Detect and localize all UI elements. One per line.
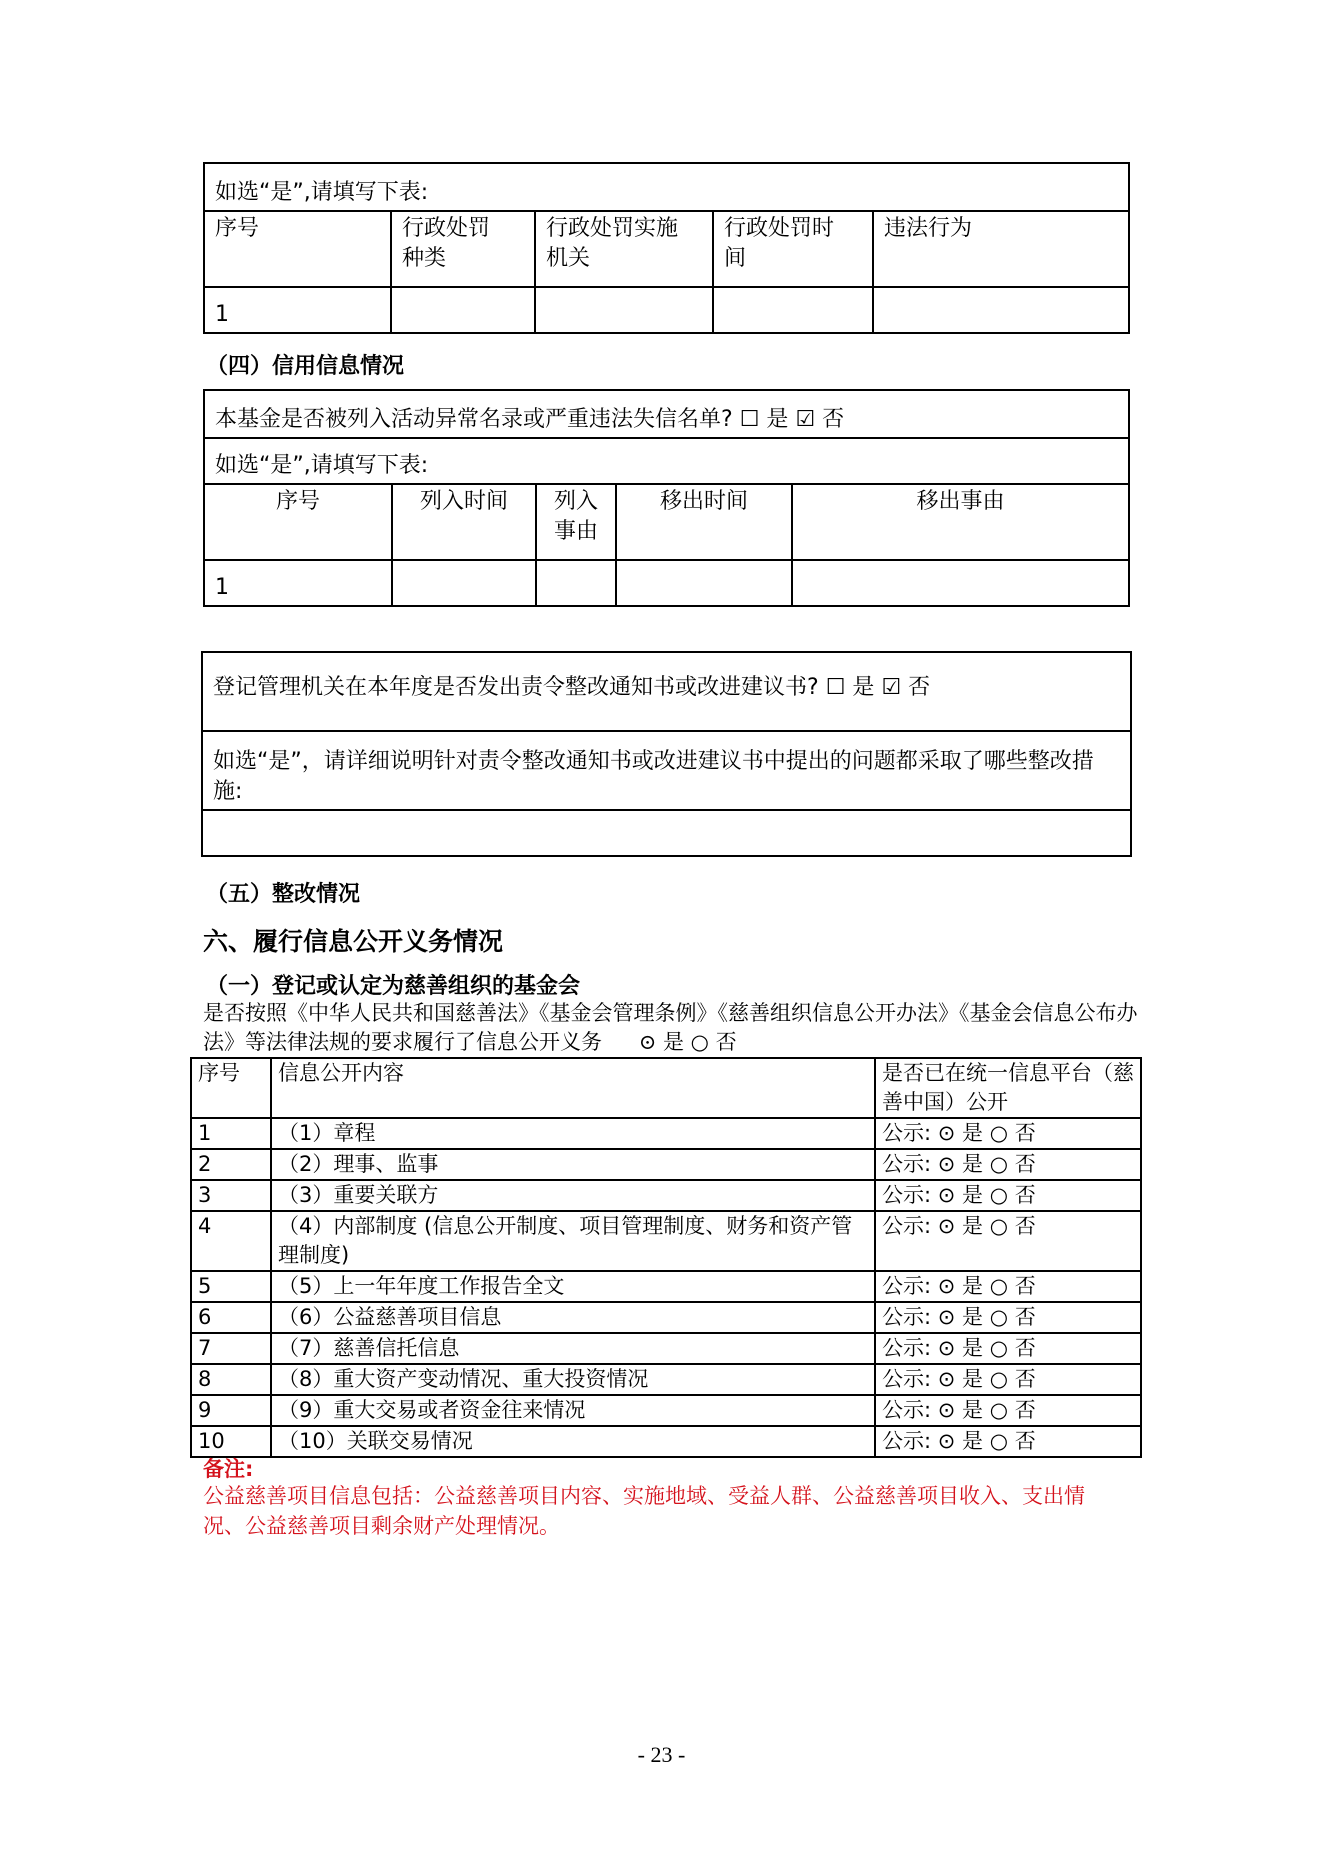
table-row	[191, 1118, 1141, 1149]
penalty-header-no: 序号	[204, 211, 391, 287]
credit-cell	[792, 560, 1129, 606]
rectify-note: 如选“是”，请详细说明针对责令整改通知书或改进建议书中提出的问题都采取了哪些整改措施:	[202, 731, 1131, 810]
penalty-cell	[391, 287, 535, 333]
disclosure-question-text: 是否按照《中华人民共和国慈善法》《基金会管理条例》《慈善组织信息公开办法》《基金会信息公布办法》等法律法规的要求履行了信息公开义务	[203, 1001, 1138, 1054]
table-row	[191, 1302, 1141, 1333]
disclosure-row-no: 6	[191, 1302, 271, 1333]
disclosure-row-status[interactable]: 公示: ⊙ 是 ○ 否	[875, 1333, 1141, 1364]
table-row	[191, 1364, 1141, 1395]
penalty-cell	[535, 287, 713, 333]
disclosure-row-no: 1	[191, 1118, 271, 1149]
section5-title: （五）整改情况	[206, 882, 361, 907]
disclosure-header-no: 序号	[191, 1058, 271, 1118]
credit-header-removed-time: 移出时间	[616, 484, 792, 560]
disclosure-row-content: （7）慈善信托信息	[271, 1333, 875, 1364]
credit-question	[204, 390, 1129, 438]
table-row	[191, 1426, 1141, 1457]
credit-cell	[616, 560, 792, 606]
option-no-label: 否	[908, 675, 931, 700]
credit-table	[203, 389, 1130, 607]
disclosure-row-content: （1）章程	[271, 1118, 875, 1149]
disclosure-row-no: 9	[191, 1395, 271, 1426]
rectify-table	[201, 651, 1132, 857]
table-row	[191, 1211, 1141, 1271]
disclosure-row-content: （10）关联交易情况	[271, 1426, 875, 1457]
penalty-header-agency: 行政处罚实施 机关	[535, 211, 713, 287]
penalty-cell	[873, 287, 1129, 333]
disclosure-row-status[interactable]: 公示: ⊙ 是 ○ 否	[875, 1211, 1141, 1271]
disclosure-row-no: 5	[191, 1271, 271, 1302]
credit-cell	[392, 560, 536, 606]
table-row	[204, 287, 1129, 333]
credit-cell: 1	[204, 560, 392, 606]
rectify-question-text: 登记管理机关在本年度是否发出责令整改通知书或改进建议书?	[213, 675, 819, 700]
table-row	[191, 1395, 1141, 1426]
option-no-label: 否	[822, 407, 845, 432]
disclosure-row-content: （6）公益慈善项目信息	[271, 1302, 875, 1333]
credit-cell	[536, 560, 616, 606]
remark-title: 备注:	[203, 1457, 254, 1481]
disclosure-answer-radio[interactable]: ⊙ 是 ○ 否	[638, 1030, 737, 1054]
penalty-header-violation: 违法行为	[873, 211, 1129, 287]
penalty-cell: 1	[204, 287, 391, 333]
disclosure-row-content: （3）重要关联方	[271, 1180, 875, 1211]
section6-title: 六、履行信息公开义务情况	[203, 927, 504, 956]
disclosure-row-no: 2	[191, 1149, 271, 1180]
disclosure-row-no: 8	[191, 1364, 271, 1395]
disclosure-row-content: （9）重大交易或者资金往来情况	[271, 1395, 875, 1426]
page-number: - 23 -	[637, 1742, 686, 1767]
disclosure-row-status[interactable]: 公示: ⊙ 是 ○ 否	[875, 1426, 1141, 1457]
credit-header-removed-reason: 移出事由	[792, 484, 1129, 560]
checkbox-checked-icon[interactable]: ☑	[881, 675, 902, 700]
table-row	[191, 1180, 1141, 1211]
subsection1-title: （一）登记或认定为慈善组织的基金会	[206, 974, 581, 999]
disclosure-row-status[interactable]: 公示: ⊙ 是 ○ 否	[875, 1180, 1141, 1211]
disclosure-row-no: 10	[191, 1426, 271, 1457]
option-yes-label: 是	[766, 407, 789, 432]
credit-question-text: 本基金是否被列入活动异常名录或严重违法失信名单?	[215, 407, 733, 432]
disclosure-row-status[interactable]: 公示: ⊙ 是 ○ 否	[875, 1302, 1141, 1333]
disclosure-row-no: 3	[191, 1180, 271, 1211]
checkbox-checked-icon[interactable]: ☑	[795, 407, 816, 432]
disclosure-row-status[interactable]: 公示: ⊙ 是 ○ 否	[875, 1118, 1141, 1149]
checkbox-unchecked-icon[interactable]: ☐	[825, 675, 846, 700]
disclosure-header-content: 信息公开内容	[271, 1058, 875, 1118]
credit-note: 如选“是”,请填写下表:	[204, 438, 1129, 484]
table-row	[191, 1333, 1141, 1364]
penalty-table	[203, 162, 1130, 334]
checkbox-unchecked-icon[interactable]: ☐	[739, 407, 760, 432]
penalty-header-type: 行政处罚 种类	[391, 211, 535, 287]
disclosure-row-status[interactable]: 公示: ⊙ 是 ○ 否	[875, 1395, 1141, 1426]
disclosure-row-no: 7	[191, 1333, 271, 1364]
penalty-cell	[713, 287, 873, 333]
disclosure-row-status[interactable]: 公示: ⊙ 是 ○ 否	[875, 1364, 1141, 1395]
disclosure-header-status: 是否已在统一信息平台（慈善中国）公开	[875, 1058, 1141, 1118]
disclosure-table	[190, 1057, 1142, 1458]
disclosure-row-no: 4	[191, 1211, 271, 1271]
table-row	[191, 1271, 1141, 1302]
option-yes-label: 是	[852, 675, 875, 700]
credit-header-no: 序号	[204, 484, 392, 560]
penalty-note: 如选“是”,请填写下表:	[204, 163, 1129, 211]
disclosure-row-status[interactable]: 公示: ⊙ 是 ○ 否	[875, 1149, 1141, 1180]
credit-section-title: （四）信用信息情况	[206, 354, 405, 379]
disclosure-question	[203, 999, 1148, 1057]
remark-text: 公益慈善项目信息包括：公益慈善项目内容、实施地域、受益人群、公益慈善项目收入、支出情况、公益慈善项目剩余财产处理情况。	[203, 1484, 1085, 1538]
credit-header-listed-time: 列入时间	[392, 484, 536, 560]
credit-header-listed-reason: 列入 事由	[536, 484, 616, 560]
rectify-question	[202, 652, 1131, 731]
penalty-header-time: 行政处罚时 间	[713, 211, 873, 287]
disclosure-row-content: （5）上一年年度工作报告全文	[271, 1271, 875, 1302]
disclosure-row-status[interactable]: 公示: ⊙ 是 ○ 否	[875, 1271, 1141, 1302]
table-row	[204, 560, 1129, 606]
table-row	[191, 1149, 1141, 1180]
disclosure-row-content: （8）重大资产变动情况、重大投资情况	[271, 1364, 875, 1395]
disclosure-row-content: （4）内部制度 (信息公开制度、项目管理制度、财务和资产管理制度)	[271, 1211, 875, 1271]
disclosure-row-content: （2）理事、监事	[271, 1149, 875, 1180]
rectify-measures-field[interactable]	[202, 810, 1131, 856]
